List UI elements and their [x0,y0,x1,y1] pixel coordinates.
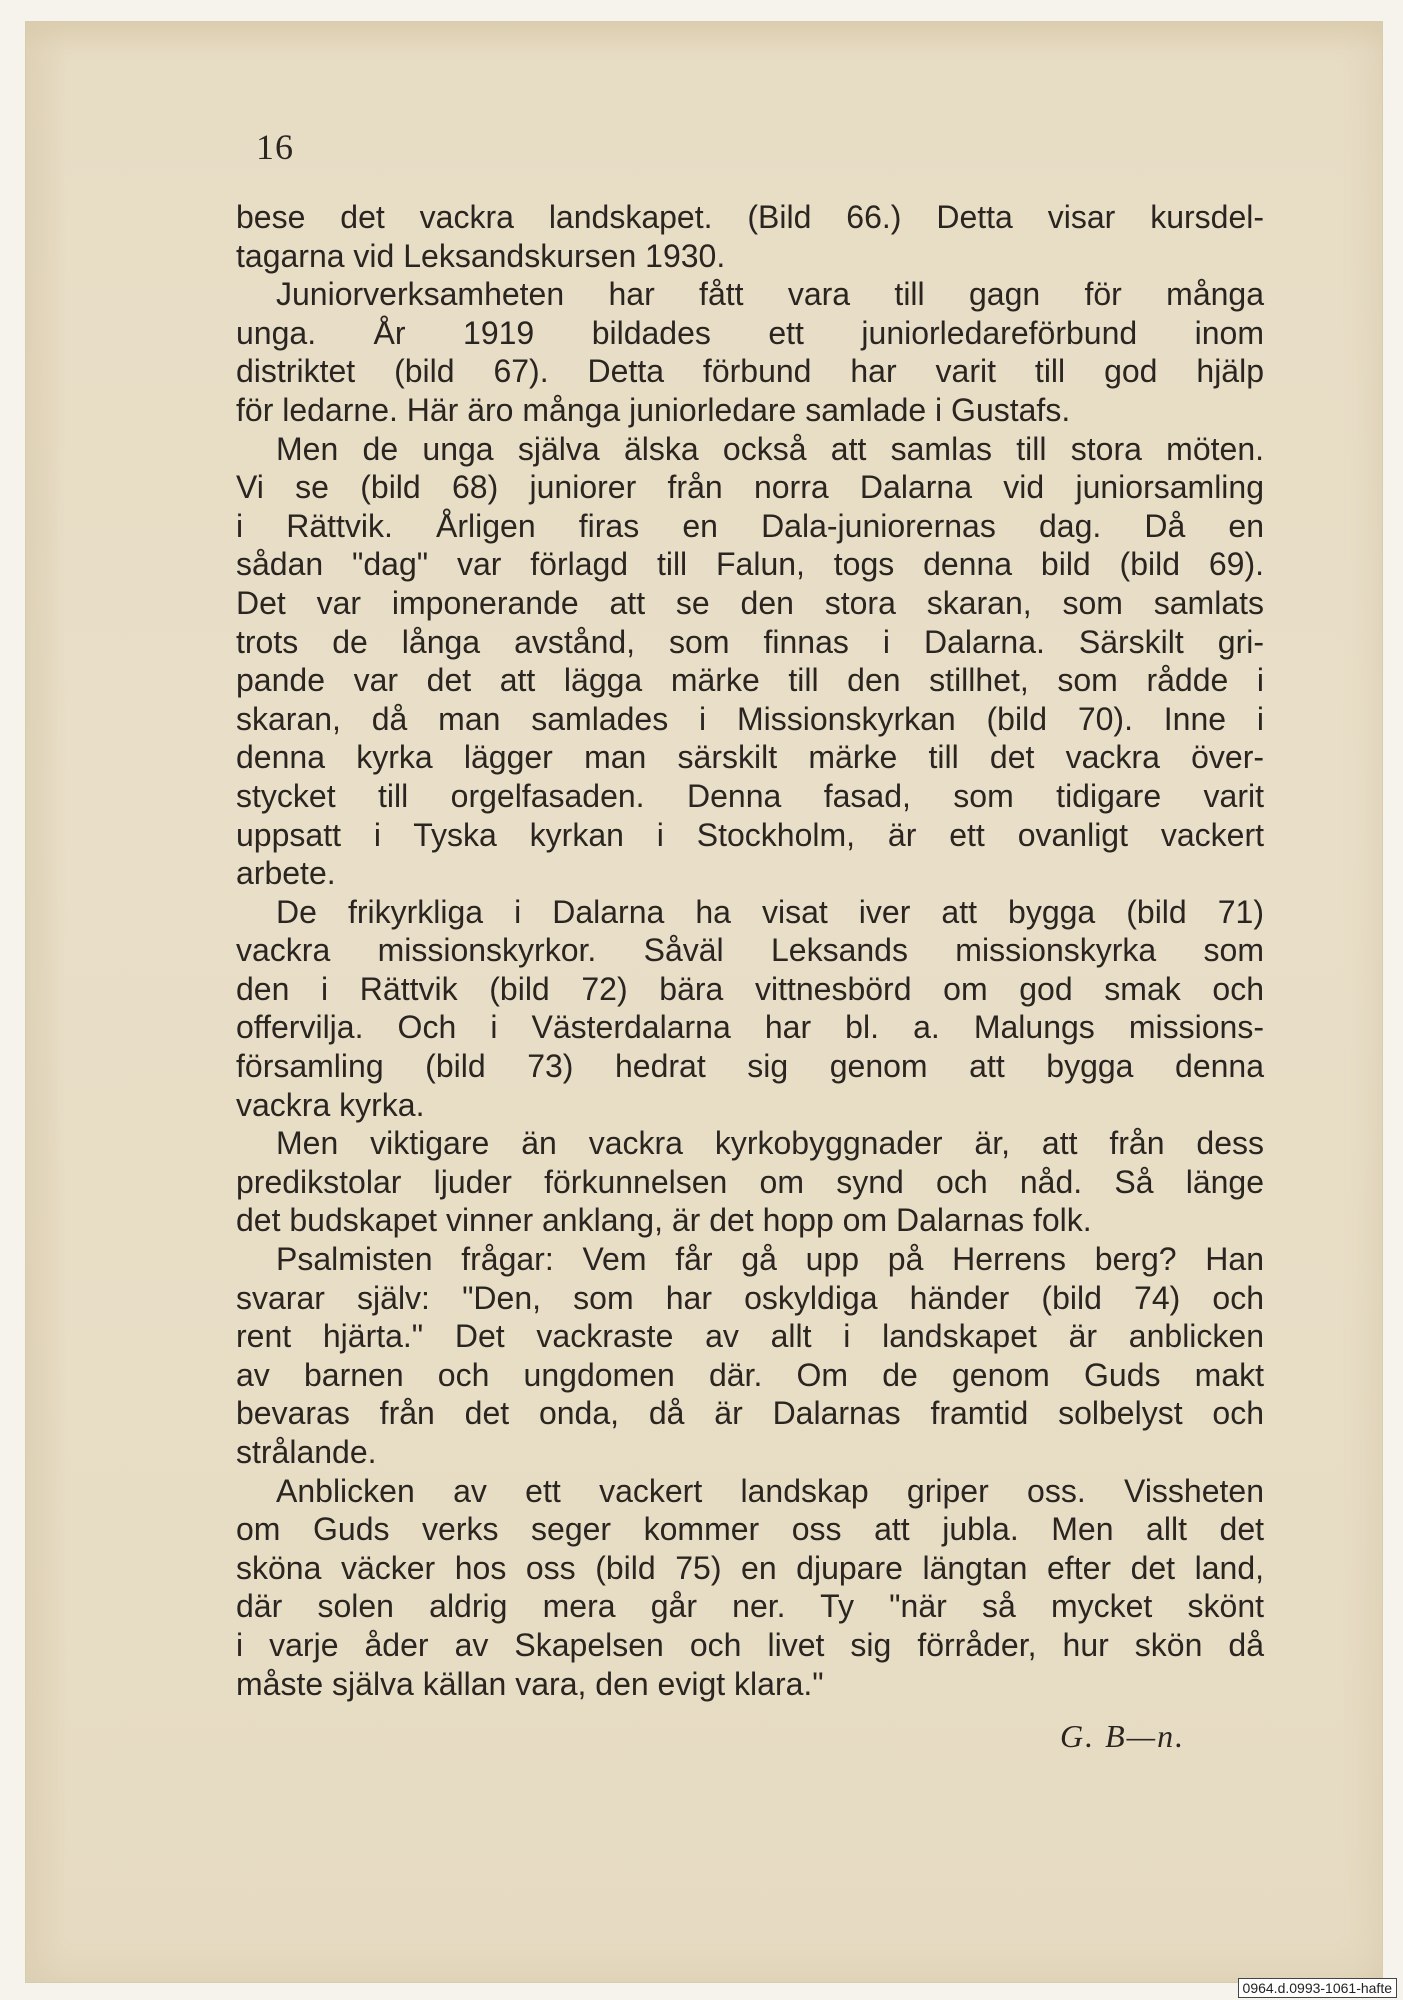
text-line: om Guds verks seger kommer oss att jubla. Men allt det [236,1511,1264,1548]
text-line: bevaras från det onda, då är Dalarnas framtid solbelyst och [236,1395,1264,1432]
text-line: det budskapet vinner anklang, är det hopp om Dalarnas folk. [236,1202,1092,1239]
text-line: vackra missionskyrkor. Såväl Leksands missionskyrka som [236,932,1264,969]
text-line: De frikyrkliga i Dalarna ha visat iver att bygga (bild 71) [276,893,1264,930]
text-line: arbete. [236,855,336,892]
text-line: Men de unga själva älska också att samlas till stora möten. [276,430,1264,467]
text-line: Det var imponerande att se den stora skaran, som samlats [236,584,1264,621]
text-line: Psalmisten frågar: Vem får gå upp på Herrens berg? Han [276,1241,1264,1278]
text-line: Juniorverksamheten har fått vara till gagn för många [276,276,1264,313]
text-line: pande var det att lägga märke till den stillhet, som rådde i [236,662,1264,699]
paper-edge-top [26,22,1382,52]
text-line: denna kyrka lägger man särskilt märke till det vackra över- [236,739,1264,776]
text-line: i varje åder av Skapelsen och livet sig förråder, hur skön då [236,1626,1264,1663]
text-line: trots de långa avstånd, som finnas i Dalarna. Särskilt gri- [236,623,1264,660]
text-line: församling (bild 73) hedrat sig genom att bygga denna [236,1048,1264,1085]
text-line: för ledarne. Här äro många juniorledare samlade i Gustafs. [236,391,1071,428]
text-line: stycket till orgelfasaden. Denna fasad, som tidigare varit [236,777,1264,814]
text-line: i Rättvik. Årligen firas en Dala-juniorernas dag. Då en [236,507,1264,544]
text-line: distriktet (bild 67). Detta förbund har varit till god hjälp [236,353,1264,390]
text-line: sådan "dag" var förlagd till Falun, togs denna bild (bild 69). [236,546,1264,583]
text-line: den i Rättvik (bild 72) bära vittnesbörd om god smak och [236,970,1264,1007]
text-line: offervilja. Och i Västerdalarna har bl. a. Malungs missions- [236,1009,1264,1046]
text-line: unga. År 1919 bildades ett juniorledareförbund inom [236,314,1264,351]
text-line: Anblicken av ett vackert landskap griper oss. Vissheten [276,1472,1264,1509]
text-line: där solen aldrig mera går ner. Ty "när så mycket skönt [236,1588,1264,1625]
text-line: uppsatt i Tyska kyrkan i Stockholm, är ett ovanligt vackert [236,816,1264,853]
text-line: svarar själv: "Den, som har oskyldiga händer (bild 74) och [236,1279,1264,1316]
text-line: tagarna vid Leksandskursen 1930. [236,237,726,274]
author-signature: G. B—n. [1060,1718,1186,1754]
text-line: strålande. [236,1434,377,1470]
archive-id-label: 0964.d.0993-1061-hafte [1238,1978,1397,1998]
text-line: Vi se (bild 68) juniorer från norra Dalarna vid juniorsamling [236,469,1264,506]
text-line: sköna väcker hos oss (bild 75) en djupare längtan efter det land, [236,1549,1264,1586]
text-line: vackra kyrka. [236,1086,425,1123]
text-line: Men viktigare än vackra kyrkobyggnader är, att från dess [276,1125,1264,1162]
paper-edge-left [26,22,66,1982]
text-line: av barnen och ungdomen där. Om de genom Guds makt [236,1356,1264,1393]
text-line: predikstolar ljuder förkunnelsen om synd och nåd. Så länge [236,1163,1264,1200]
body-text [236,198,1264,1703]
text-line: bese det vackra landskapet. (Bild 66.) Detta visar kursdel- [236,199,1264,235]
text-line: skaran, då man samlades i Missionskyrkan (bild 70). Inne i [236,700,1264,737]
text-line: måste själva källan vara, den evigt klara." [236,1665,824,1702]
page-number: 16 [256,127,294,167]
text-line: rent hjärta." Det vackraste av allt i landskapet är anblicken [236,1318,1264,1355]
